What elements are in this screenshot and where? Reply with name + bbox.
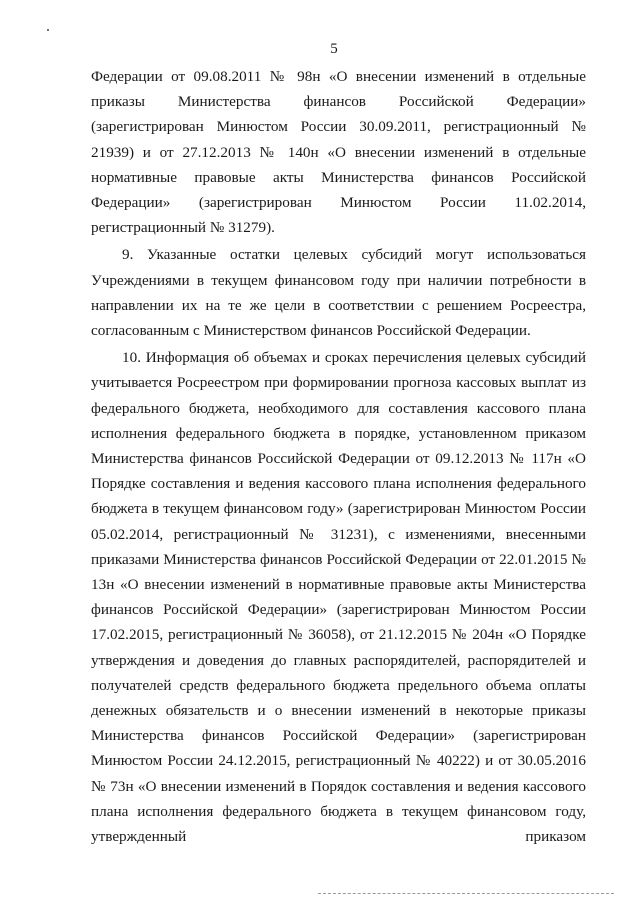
page-number: 5 bbox=[330, 41, 338, 57]
paragraph-continued: Федерации от 09.08.2011 № 98н «О внесении изменений в отдельные приказы Министерства финансов Российской Федерации» (зарегистрирован Минюстом России 30.09.2011, регистрационный № 21939) и от 27.12.2013 № 140н «О внесении изменений в отдельные нормативные правовые акты Министерства финансов Российской Федерации» (зарегистрирован Минюстом России 11.02.2014, регистрационный № 31279). bbox=[91, 68, 586, 237]
paragraph-10: 10. Информация об объемах и сроках перечисления целевых субсидий учитывается Росреестром при формировании прогноза кассовых выплат из федерального бюджета, необходимого для составления кассового плана исполнения федерального бюджета в порядке, установленном приказом Министерства финансов Российской Федерации от 09.12.2013 № 117н «О Порядке составления и ведения кассового плана исполнения федерального бюджета в текущем финансовом году» (зарегистрирован Минюстом России 05.02.2014, регистрационный № 31231), с изменениями, внесенными приказами Министерства финансов Российской Федерации от 22.01.2015 № 13н «О внесении изменений в нормативные правовые акты Министерства финансов Российской Федерации» (зарегистрирован Минюстом России 17.02.2015, регистрационный № 36058), от 21.12.2015 № 204н «О Порядке утверждения и доведения до главных распорядителей, распорядителей и получателей средств федерального бюджета предельного объема оплаты денежных обязательств и о внесении изменений в некоторые приказы Министерства финансов Российской Федерации» (зарегистрирован Минюстом России 24.12.2015, регистрационный № 40222) и от 30.05.2016 № 73н «О внесении изменений в Порядок составления и ведения кассового плана исполнения федерального бюджета в текущем финансовом году, утвержденный приказом bbox=[91, 349, 586, 846]
scan-speck bbox=[47, 29, 49, 31]
document-body bbox=[91, 64, 586, 849]
paragraph-9: 9. Указанные остатки целевых субсидий могут использоваться Учреждениями в текущем финансовом году при наличии потребности в направлении их на те же цели в соответствии с решением Росреестра, согласованным с Министерством финансов Российской Федерации. bbox=[91, 246, 586, 340]
scan-bottom-edge-line bbox=[318, 893, 614, 894]
